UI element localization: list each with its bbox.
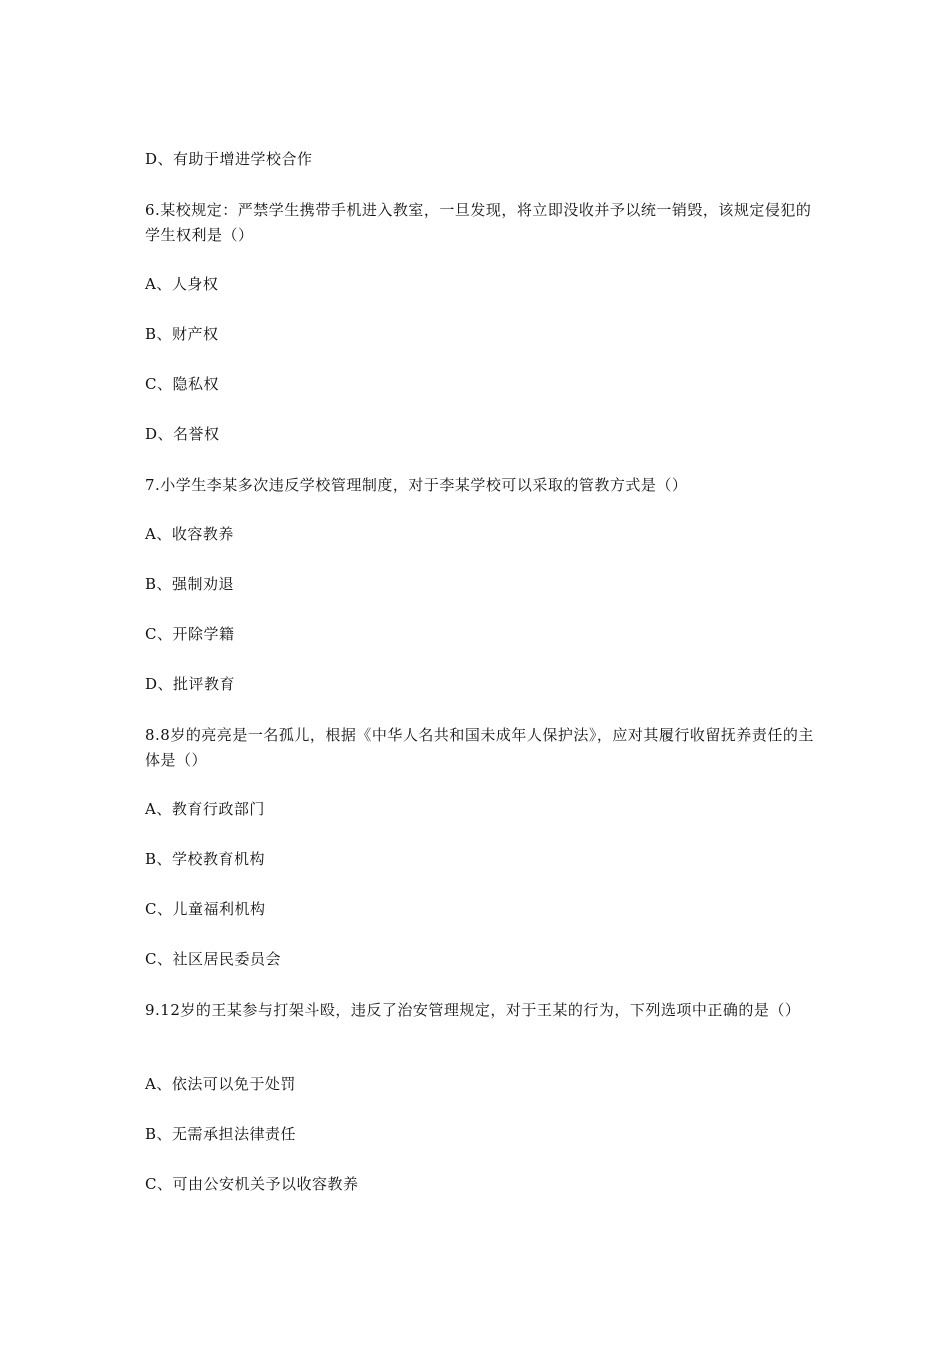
- option-8b: B、学校教育机构: [145, 850, 266, 868]
- option-6d: D、名誉权: [145, 425, 220, 443]
- option-9c: C、可由公安机关予以收容教养: [145, 1175, 359, 1193]
- option-6b: B、财产权: [145, 325, 219, 343]
- option-7a: A、收容教养: [145, 525, 234, 543]
- option-5d: D、有助于增进学校合作: [145, 150, 313, 168]
- option-7c: C、开除学籍: [145, 625, 235, 643]
- option-6a: A、人身权: [145, 275, 219, 293]
- option-8a: A、教育行政部门: [145, 800, 265, 818]
- option-6c: C、隐私权: [145, 375, 219, 393]
- option-8d: C、社区居民委员会: [145, 950, 281, 968]
- option-9b: B、无需承担法律责任: [145, 1125, 297, 1143]
- option-7b: B、强制劝退: [145, 575, 235, 593]
- option-9a: A、依法可以免于处罚: [145, 1075, 296, 1093]
- option-7d: D、批评教育: [145, 675, 236, 693]
- question-8: 8.8岁的亮亮是一名孤儿，根据《中华人名共和国未成年人保护法》，应对其履行收留抚养责任的主体是（）: [145, 726, 814, 769]
- question-7: 7.小学生李某多次违反学校管理制度，对于李某学校可以采取的管教方式是（）: [145, 476, 688, 494]
- option-8c: C、儿童福利机构: [145, 900, 266, 918]
- question-9: 9.12岁的王某参与打架斗殴，违反了治安管理规定，对于王某的行为，下列选项中正确的是（）: [145, 1001, 801, 1019]
- question-6: 6.某校规定：严禁学生携带手机进入教室，一旦发现，将立即没收并予以统一销毁，该规定侵犯的学生权利是（）: [145, 201, 812, 244]
